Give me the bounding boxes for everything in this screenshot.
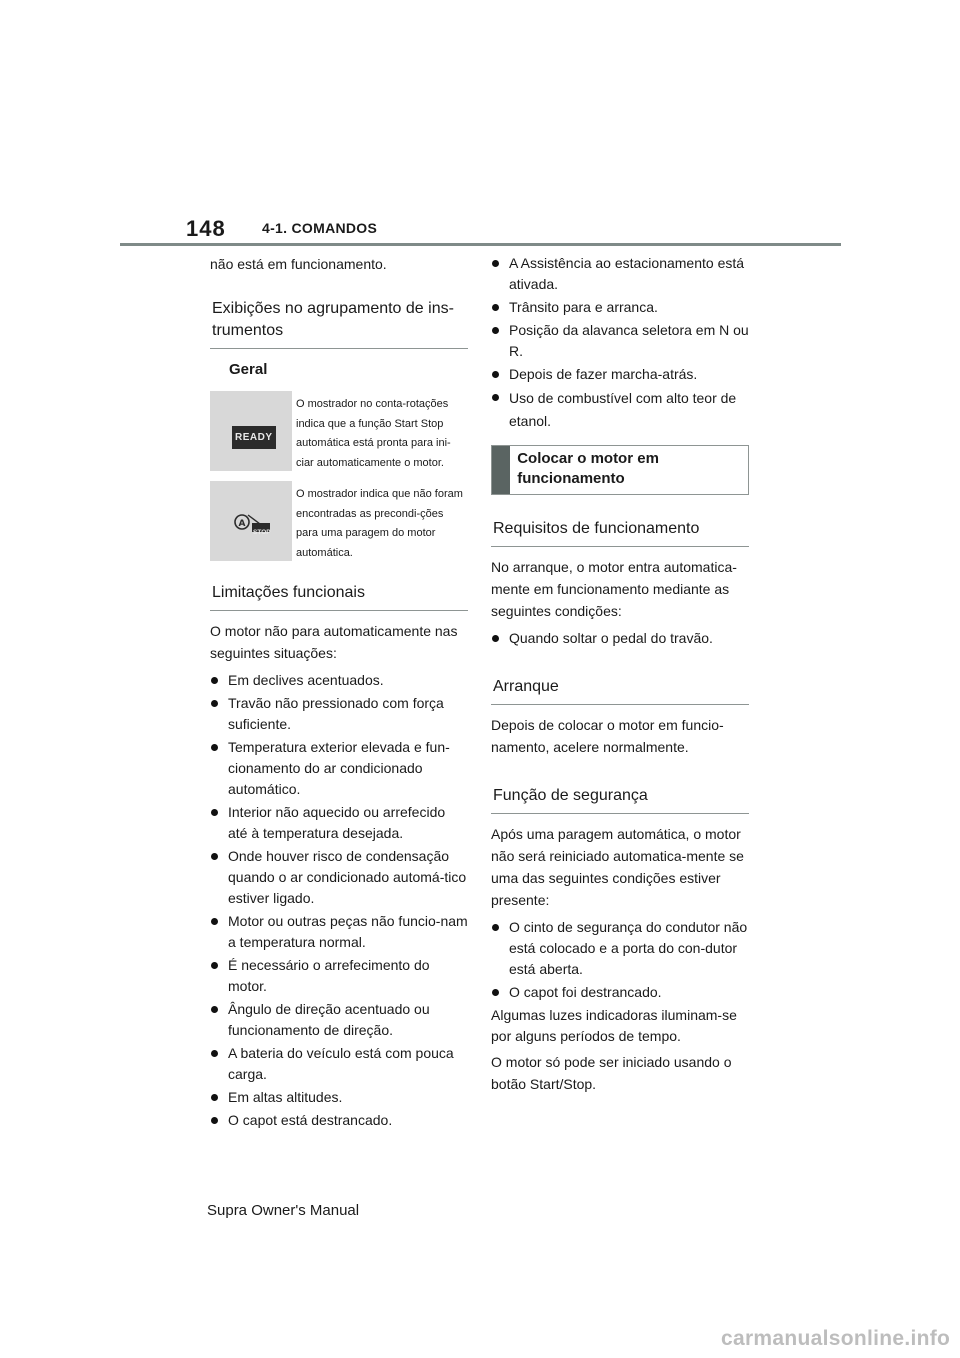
right-column — [491, 250, 749, 1095]
list-item: Onde houver risco de condensação quando o ar condicionado automá-tico estiver ligado. — [210, 846, 468, 909]
main-heading: Colocar o motor em funcionamento — [517, 450, 659, 487]
list-item: Em altas altitudes. — [210, 1087, 468, 1108]
watermark: carmanualsonline.info — [721, 1327, 951, 1350]
ready-label: READY — [232, 426, 276, 449]
note-text: O motor só pode ser iniciado usando o botão Start/Stop. — [491, 1054, 732, 1092]
section-title: 4-1. COMANDOS — [262, 220, 378, 236]
list-item: Uso de combustível com alto teor de etanol. — [491, 387, 749, 433]
list-item: O capot foi destrancado. — [491, 982, 749, 1003]
ready-indicator-icon — [210, 391, 292, 471]
list-item: Temperatura exterior elevada e fun-cionamento do ar condicionado automático. — [210, 737, 468, 800]
stop-label: STOP — [253, 529, 271, 536]
limits-intro: O motor não para automaticamente nas seguintes situações: — [210, 623, 458, 661]
general-label: Geral — [229, 361, 268, 378]
list-item: O cinto de segurança do condutor não está colocado e a porta do con-dutor está aberta. — [491, 917, 749, 980]
auto-start-stop-off-icon — [210, 481, 292, 561]
list-item: É necessário o arrefecimento do motor. — [210, 955, 468, 997]
svg-text:A: A — [238, 519, 246, 529]
start-heading: Arranque — [491, 676, 749, 705]
start-text: Depois de colocar o motor em funcio-namento, acelere normalmente. — [491, 717, 724, 755]
list-item: A bateria do veículo está com pouca carga. — [210, 1043, 468, 1085]
list-item: O capot está destrancado. — [210, 1110, 468, 1131]
limits-heading: Limitações funcionais — [210, 582, 468, 611]
list-item: Posição da alavanca seletora em N ou R. — [491, 320, 749, 362]
list-item: Em declives acentuados. — [210, 670, 468, 691]
conditions-list — [491, 253, 749, 433]
header-divider — [120, 243, 841, 246]
list-item: Travão não pressionado com força suficiente. — [210, 693, 468, 735]
displays-heading: Exibições no agrupamento de ins-trumentos — [210, 298, 468, 349]
safety-list — [491, 917, 749, 1003]
main-heading-box — [491, 445, 749, 495]
indicator-row-stop — [210, 481, 468, 563]
list-item: Trânsito para e arranca. — [491, 297, 749, 318]
list-item: Interior não aquecido ou arrefecido até à temperatura desejada. — [210, 802, 468, 844]
list-item: Motor ou outras peças não funcio-nam a temperatura normal. — [210, 911, 468, 953]
requirements-heading: Requisitos de funcionamento — [491, 518, 749, 547]
page-number: 148 — [186, 216, 226, 241]
safety-text: Após uma paragem automática, o motor não será reiniciado automatica-mente se uma das seguintes condições estiver presente: — [491, 826, 744, 908]
indicator-description: O mostrador no conta-rotações indica que a função Start Stop automática está pronta para ini-ciar automaticamente o motor. — [296, 398, 451, 469]
intro-text: não está em funcionamento. — [210, 256, 387, 272]
list-item: Quando soltar o pedal do travão. — [491, 628, 749, 649]
indicator-row-ready — [210, 391, 468, 473]
heading-accent-bar — [492, 446, 510, 494]
list-item: Depois de fazer marcha-atrás. — [491, 364, 749, 385]
indicator-description: O mostrador indica que não foram encontradas as precondi-ções para uma paragem do motor automática. — [296, 488, 463, 559]
list-item: A Assistência ao estacionamento está ativada. — [491, 253, 749, 295]
limits-list — [210, 670, 468, 1131]
list-item: Ângulo de direção acentuado ou funcionamento de direção. — [210, 999, 468, 1041]
note-text: Algumas luzes indicadoras iluminam-se por alguns períodos de tempo. — [491, 1007, 737, 1044]
footer-manual-title: Supra Owner's Manual — [207, 1202, 360, 1219]
requirements-text: No arranque, o motor entra automatica-mente em funcionamento mediante as seguintes condições: — [491, 559, 737, 619]
safety-heading: Função de segurança — [491, 785, 749, 814]
left-column — [210, 250, 468, 1131]
